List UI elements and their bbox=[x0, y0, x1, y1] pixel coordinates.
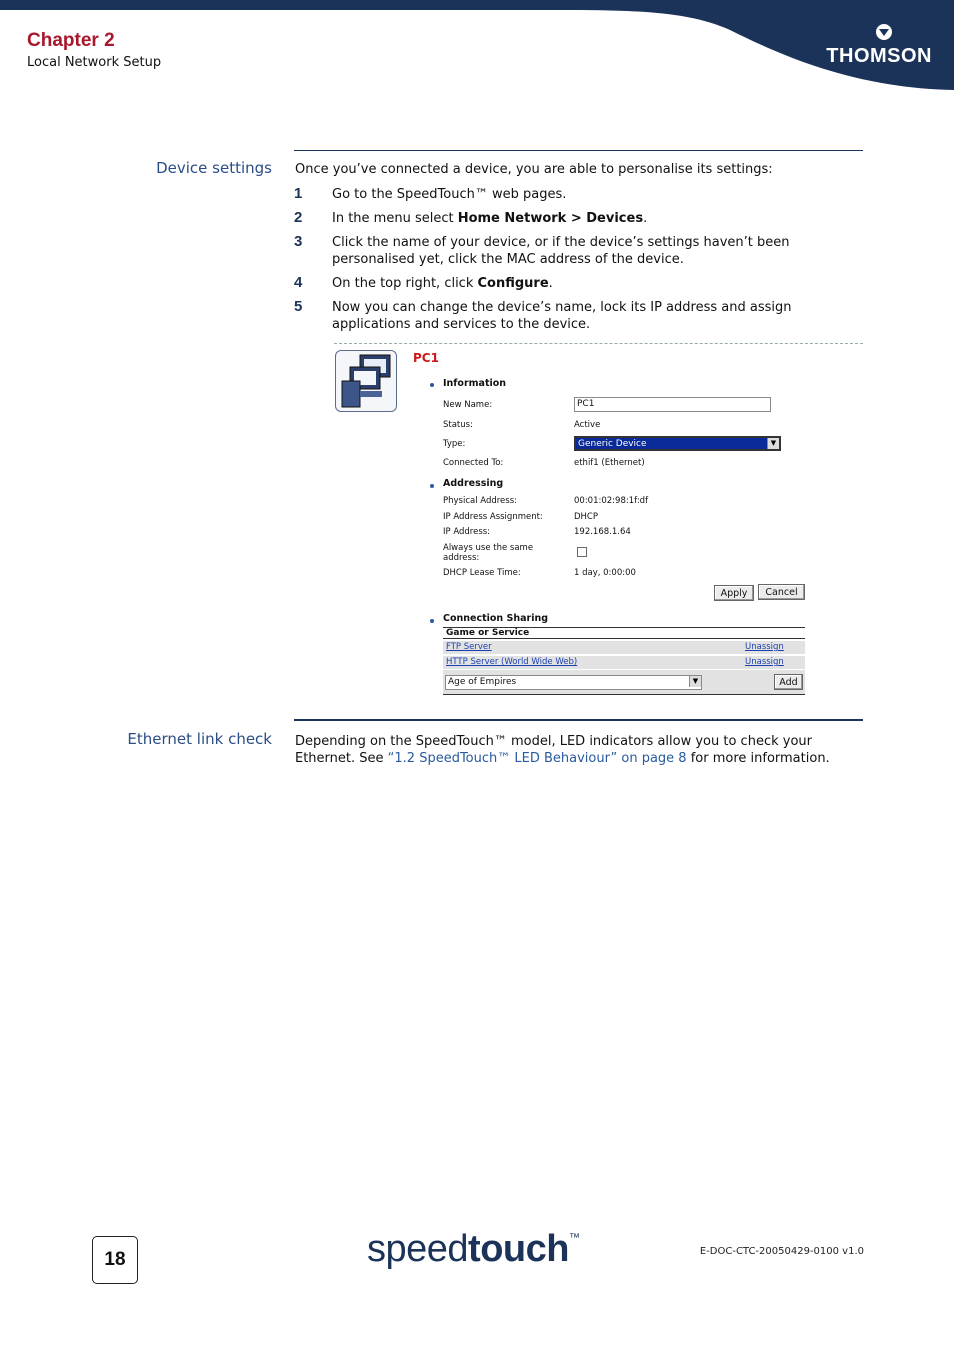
device-settings-heading: Device settings bbox=[156, 159, 272, 177]
speedtouch-logo: speedtouch™ bbox=[367, 1228, 580, 1270]
service-select[interactable] bbox=[445, 675, 702, 690]
service-link[interactable]: HTTP Server (World Wide Web) bbox=[446, 657, 578, 667]
service-link[interactable]: FTP Server bbox=[446, 642, 492, 652]
chevron-down-icon[interactable]: ▼ bbox=[767, 438, 779, 449]
step-number: 3 bbox=[294, 233, 303, 250]
page-number: 18 bbox=[92, 1236, 138, 1284]
unassign-link[interactable]: Unassign bbox=[745, 642, 784, 652]
device-title: PC1 bbox=[413, 351, 439, 365]
always-same-checkbox[interactable] bbox=[577, 547, 587, 557]
step-text: Click the name of your device, or if the device’s settings haven’t been personalised yet, click the MAC address of the device. bbox=[332, 235, 790, 267]
ip-address-value: 192.168.1.64 bbox=[574, 527, 631, 537]
apply-button[interactable]: Apply bbox=[714, 585, 754, 601]
step-number: 2 bbox=[294, 209, 303, 226]
ip-address-label: IP Address: bbox=[443, 527, 491, 537]
bullet-icon bbox=[430, 383, 434, 387]
always-same-label-2: address: bbox=[443, 553, 480, 563]
sharing-table-header: Game or Service bbox=[443, 627, 805, 639]
step-text: On the top right, click Configure. bbox=[332, 276, 553, 291]
ethernet-text-line2: Ethernet. See “1.2 SpeedTouch™ LED Behaviour” on page 8 for more information. bbox=[295, 751, 830, 766]
step-number: 5 bbox=[294, 298, 303, 315]
thomson-logo: THOMSON bbox=[826, 45, 932, 67]
lease-time-value: 1 day, 0:00:00 bbox=[574, 568, 636, 578]
section-rule bbox=[294, 150, 863, 151]
connected-value: ethif1 (Ethernet) bbox=[574, 458, 645, 468]
status-label: Status: bbox=[443, 420, 473, 430]
section-rule bbox=[294, 719, 863, 721]
computer-network-icon bbox=[335, 350, 397, 412]
unassign-link[interactable]: Unassign bbox=[745, 657, 784, 667]
type-label: Type: bbox=[443, 439, 466, 449]
ethernet-text-line1: Depending on the SpeedTouch™ model, LED indicators allow you to check your bbox=[295, 734, 812, 749]
new-name-label: New Name: bbox=[443, 400, 493, 410]
service-select-value: Age of Empires bbox=[448, 677, 517, 687]
always-same-label: Always use the same bbox=[443, 543, 534, 553]
type-select-value: Generic Device bbox=[578, 439, 647, 449]
document-id: E-DOC-CTC-20050429-0100 v1.0 bbox=[699, 1246, 864, 1257]
step-text: Go to the SpeedTouch™ web pages. bbox=[332, 187, 567, 202]
connection-sharing-label: Connection Sharing bbox=[443, 613, 549, 624]
type-select[interactable] bbox=[574, 436, 781, 451]
step-text: Now you can change the device’s name, lock its IP address and assign applications and services to the device. bbox=[332, 300, 792, 332]
addressing-label: Addressing bbox=[443, 478, 504, 489]
step-number: 1 bbox=[294, 185, 303, 202]
new-name-input[interactable]: PC1 bbox=[574, 397, 771, 412]
bullet-icon bbox=[430, 484, 434, 488]
table-row bbox=[443, 656, 805, 670]
dashed-divider bbox=[334, 343, 863, 344]
table-row bbox=[443, 641, 805, 655]
information-label: Information bbox=[443, 378, 507, 389]
lease-time-label: DHCP Lease Time: bbox=[443, 568, 521, 578]
connected-label: Connected To: bbox=[443, 458, 504, 468]
physical-address-label: Physical Address: bbox=[443, 496, 517, 506]
status-value: Active bbox=[574, 420, 601, 430]
chevron-down-icon[interactable]: ▼ bbox=[689, 676, 701, 687]
chapter-title: Chapter 2 bbox=[27, 30, 115, 51]
led-behaviour-link[interactable]: “1.2 SpeedTouch™ LED Behaviour” on page 8 bbox=[387, 751, 687, 766]
physical-address-value: 00:01:02:98:1f:df bbox=[574, 496, 649, 506]
header-banner bbox=[0, 0, 954, 95]
step-number: 4 bbox=[294, 274, 303, 291]
ip-assignment-value: DHCP bbox=[574, 512, 598, 522]
ethernet-heading: Ethernet link check bbox=[127, 730, 272, 748]
chapter-subtitle: Local Network Setup bbox=[27, 55, 162, 70]
cancel-button[interactable]: Cancel bbox=[758, 584, 805, 600]
ip-assignment-label: IP Address Assignment: bbox=[443, 512, 543, 522]
add-button[interactable]: Add bbox=[774, 674, 803, 690]
step-text: In the menu select Home Network > Devices. bbox=[332, 211, 648, 226]
thomson-logo-icon bbox=[876, 24, 892, 40]
bullet-icon bbox=[430, 619, 434, 623]
device-settings-intro: Once you’ve connected a device, you are able to personalise its settings: bbox=[295, 162, 773, 177]
